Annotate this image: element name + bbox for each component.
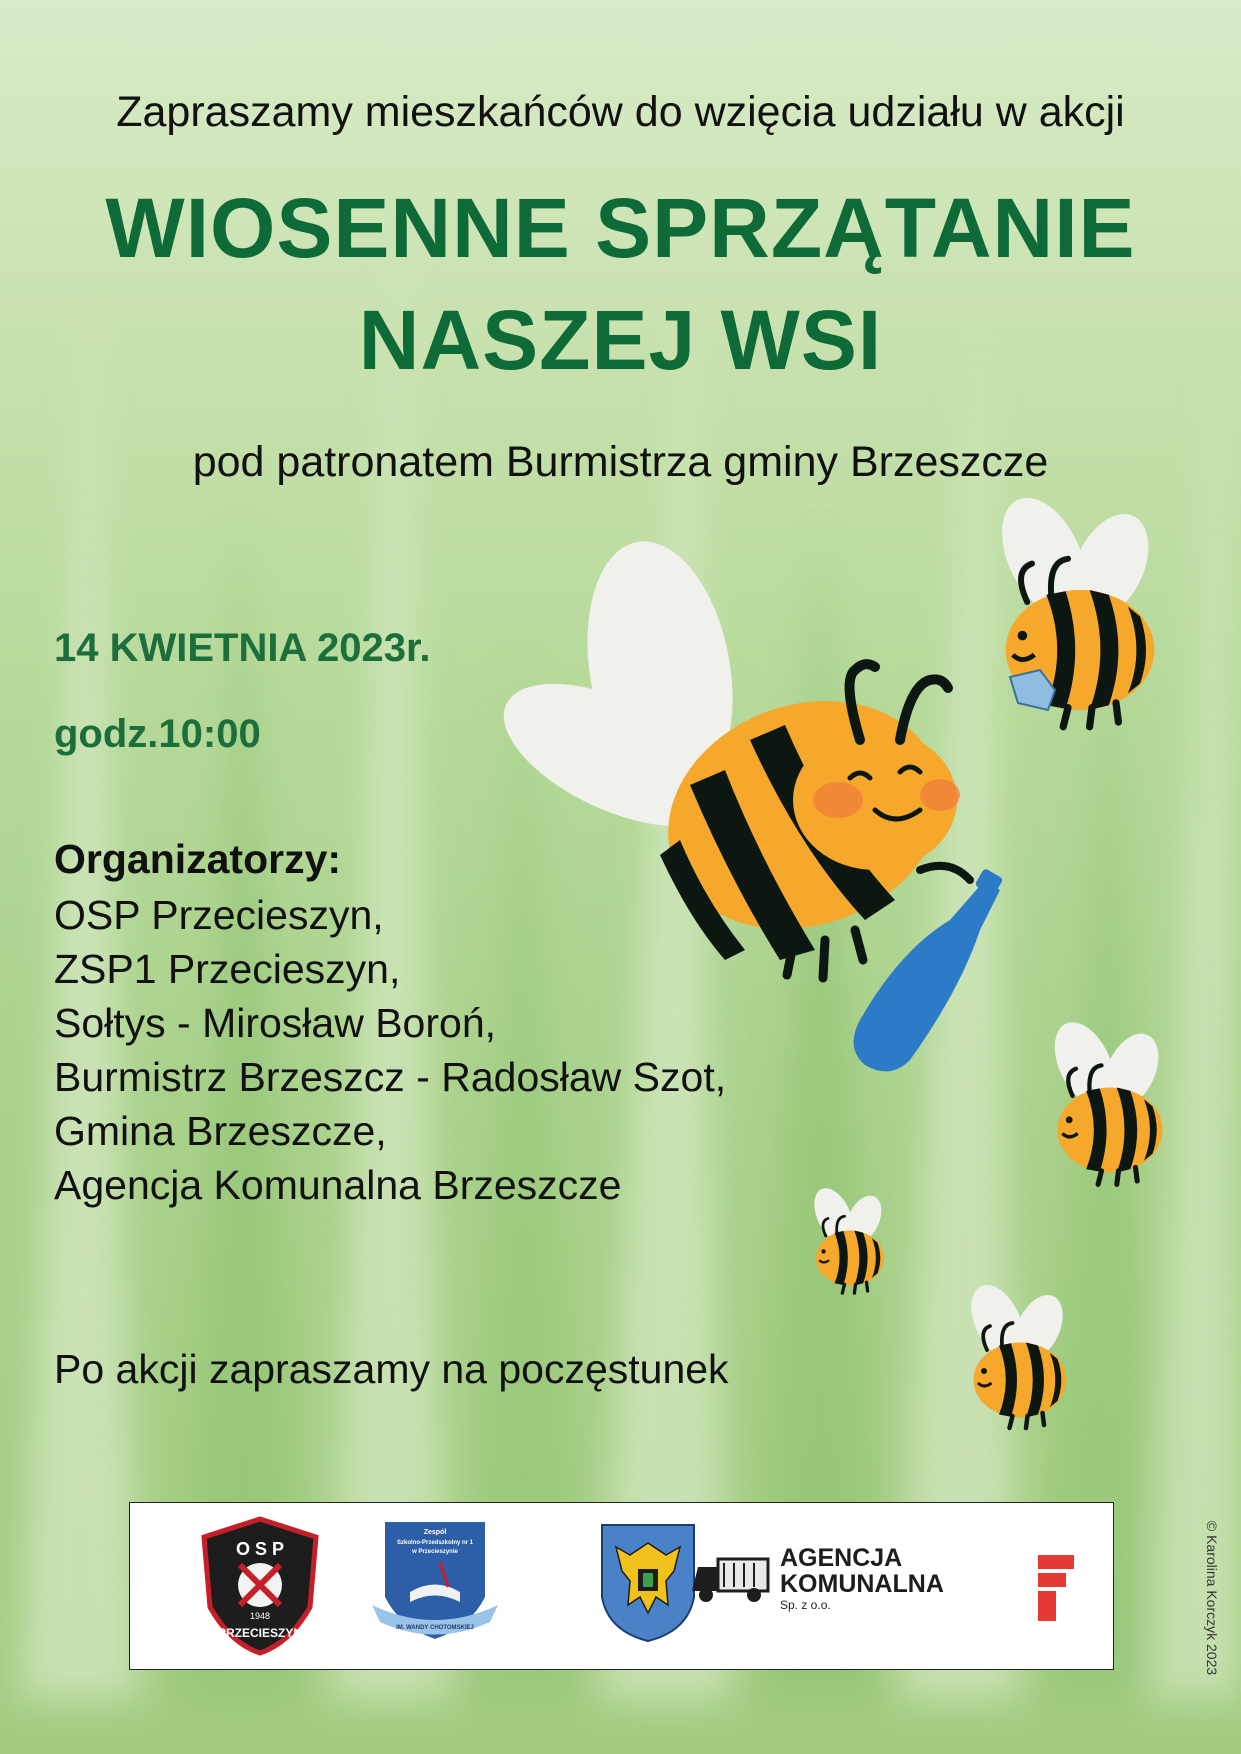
bee-icon	[1043, 1013, 1170, 1185]
copyright-text: © Karolina Korczyk 2023	[1204, 1520, 1220, 1675]
school-line-3: w Przecieszynie	[412, 1549, 458, 1555]
sponsor-logos	[129, 1502, 1114, 1670]
organizer-item: Burmistrz Brzeszcz - Radosław Szot,	[54, 1054, 727, 1100]
school-line-2: Szkolno-Przedszkolny nr 1	[396, 1540, 474, 1546]
agency-line-3: Sp. z o.o.	[780, 1598, 831, 1612]
bee-icon	[806, 1182, 888, 1293]
osp-badge-top: O S P	[235, 1539, 285, 1559]
osp-badge-icon	[200, 1515, 320, 1657]
intro-text: Zapraszamy mieszkańców do wzięcia udziału w akcji	[116, 88, 1125, 136]
organizer-item: Agencja Komunalna Brzeszcze	[54, 1162, 622, 1208]
organizer-item: Sołtys - Mirosław Boroń,	[54, 1000, 497, 1046]
agency-logo	[780, 1545, 944, 1613]
title-line-2: NASZEJ WSI	[358, 293, 883, 387]
bee-icon	[961, 1277, 1073, 1428]
school-emblem-icon	[370, 1517, 500, 1647]
osp-badge-year: 1948	[249, 1611, 271, 1621]
event-time: godz.10:00	[54, 712, 261, 756]
organizer-item: OSP Przecieszyn,	[54, 892, 384, 938]
copyright-note	[1200, 1505, 1224, 1690]
bee-icon	[483, 530, 974, 978]
event-date: 14 KWIETNIA 2023r.	[54, 626, 431, 670]
osp-badge-name: PRZECIESZYN	[217, 1626, 303, 1640]
school-line-1: Zespół	[423, 1529, 447, 1536]
organizer-item: Gmina Brzeszcze,	[54, 1108, 387, 1154]
street-sweeper-icon	[688, 1553, 772, 1605]
organizer-item: ZSP1 Przecieszyn,	[54, 946, 401, 992]
bee-icon	[985, 485, 1164, 727]
patron-text: pod patronatem Burmistrza gminy Brzeszcze	[192, 438, 1049, 486]
school-ribbon: IM. WANDY CHOTOMSKIEJ	[396, 1625, 474, 1631]
closing-text: Po akcji zapraszamy na poczęstunek	[54, 1346, 729, 1392]
agency-mark-icon	[1038, 1555, 1074, 1621]
title-line-1: WIOSENNE SPRZĄTANIE	[105, 181, 1136, 275]
agency-line-2: KOMUNALNA	[780, 1570, 944, 1598]
coat-of-arms-icon	[598, 1521, 698, 1645]
organizers-heading: Organizatorzy:	[54, 836, 342, 882]
agency-line-1: AGENCJA	[780, 1544, 903, 1572]
